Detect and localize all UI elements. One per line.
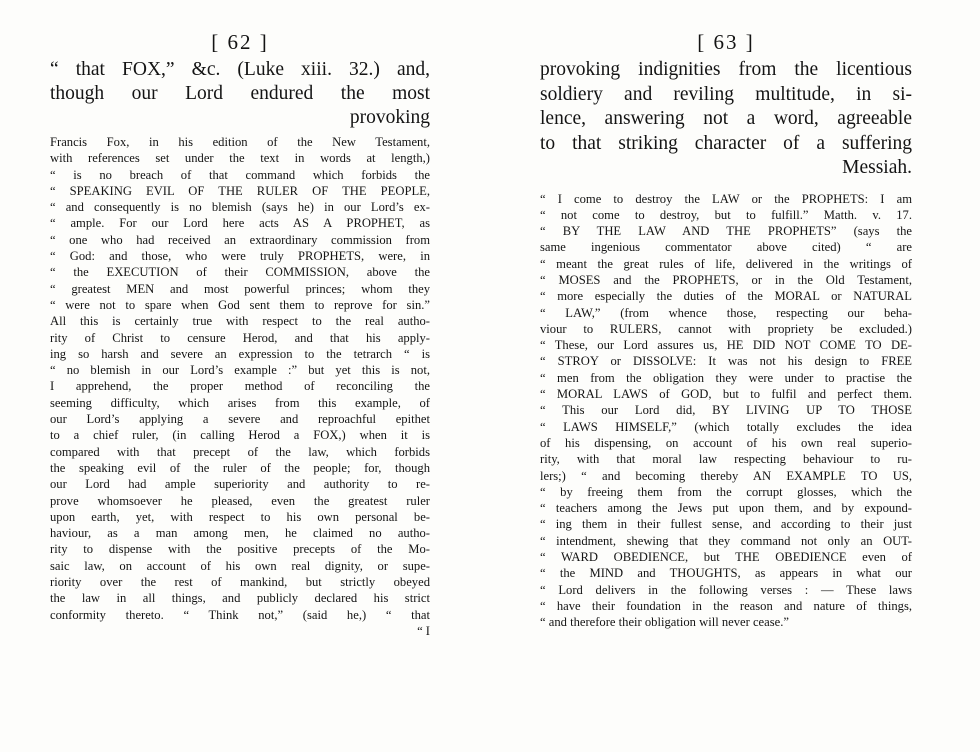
- note-line: conformity thereto. “ Think not,” (said he,) “ that: [50, 607, 430, 622]
- note-line: our Lord had ample superiority and authority to re-: [50, 477, 430, 492]
- right-page-number: [ 63 ]: [697, 30, 755, 54]
- note-line: rity of Christ to censure Herod, and that his apply-: [50, 330, 430, 345]
- note-line: “ SPEAKING EVIL OF THE RULER OF THE PEOPLE,: [50, 183, 430, 198]
- note-line: “ This our Lord did, BY LIVING UP TO THOSE: [540, 403, 912, 418]
- note-line: riority over the rest of mankind, but strictly obeyed: [50, 575, 430, 590]
- note-line: rity, with that moral law respecting behaviour to ru-: [540, 452, 912, 467]
- note-line: “ LAWS HIMSELF,” (which totally excludes the idea: [540, 419, 912, 434]
- note-line: our Lord’s applying a severe and reproachful epithet: [50, 412, 430, 427]
- right-page: [540, 0, 912, 752]
- note-line: I apprehend, the proper method of reconciling the: [50, 379, 430, 394]
- note-line: “ WARD OBEDIENCE, but THE OBEDIENCE even of: [540, 550, 912, 565]
- note-line: “ greatest MEN and most powerful princes; whom they: [50, 281, 430, 296]
- note-line: rity to dispense with the positive precepts of the Mo-: [50, 542, 430, 557]
- note-line: compared with that precept of the law, which forbids: [50, 444, 430, 459]
- main-line: though our Lord endured the most: [50, 83, 430, 104]
- note-line: “ I come to destroy the LAW or the PROPHETS: I am: [540, 191, 912, 206]
- main-line: soldiery and reviling multitude, in si-: [540, 83, 912, 105]
- note-line: “ God: and those, who were truly PROPHETS, were, in: [50, 249, 430, 264]
- note-line: saic law, on account of his own real dignity, or supe-: [50, 558, 430, 573]
- note-line: haviour, as a man among men, he claimed no autho-: [50, 526, 430, 541]
- note-line: to a chief ruler, (in calling Herod a FOX,) when it is: [50, 428, 430, 443]
- note-line: “ is no breach of that command which forbids the: [50, 167, 430, 182]
- right-footnote: [540, 191, 912, 631]
- main-line: Messiah.: [842, 157, 912, 178]
- note-line: ing so harsh and severe an expression to the tetrarch “ is: [50, 346, 430, 361]
- note-line: “ the MIND and THOUGHTS, as appears in what our: [540, 566, 912, 581]
- note-line: “ no blemish in our Lord’s example :” but yet this is not,: [50, 363, 430, 378]
- note-line: viour to RULERS, cannot with propriety be excluded.): [540, 321, 912, 336]
- note-line: “ meant the great rules of life, delivered in the writings of: [540, 256, 912, 271]
- note-line: “ STROY or DISSOLVE: It was not his design to FREE: [540, 354, 912, 369]
- note-line: of his dispensing, on account of his own real superio-: [540, 435, 912, 450]
- note-line: “ and therefore their obligation will never cease.”: [540, 615, 789, 630]
- note-line: “ teachers among the Jews put upon them, and by expound-: [540, 501, 912, 516]
- note-line: “ MORAL LAWS of GOD, but to fulfil and perfect them.: [540, 387, 912, 402]
- left-main-text: [50, 58, 430, 130]
- note-line: lers;) “ and becoming thereby AN EXAMPLE TO US,: [540, 468, 912, 483]
- main-line: provoking indignities from the licentious: [540, 59, 912, 80]
- catchword: provoking: [349, 107, 430, 128]
- note-line: “ ample. For our Lord here acts AS A PROPHET, as: [50, 216, 430, 231]
- note-line: “ men from the obligation they were under to practise the: [540, 370, 912, 385]
- note-line: “ Lord delivers in the following verses : — These laws: [540, 582, 912, 597]
- main-line: to that striking character of a suffering: [540, 132, 912, 154]
- note-line: “ were not to spare when God sent them to reprove for sin.”: [50, 297, 430, 312]
- note-line: the law in all things, and publicly declared his strict: [50, 591, 430, 606]
- note-line: upon earth, yet, with respect to his own personal be-: [50, 509, 430, 524]
- main-line: “ that FOX,” &c. (Luke xiii. 32.) and,: [50, 59, 430, 80]
- note-line: “ LAW,” (from whence those, respecting our beha-: [540, 305, 912, 320]
- note-line: “ not come to destroy, but to fulfill.” Matth. v. 17.: [540, 207, 912, 222]
- note-line: seeming difficulty, which arises from this example, of: [50, 395, 430, 410]
- note-line: “ MOSES and the PROPHETS, or in the Old Testament,: [540, 272, 912, 287]
- note-line: Francis Fox, in his edition of the New Testament,: [50, 135, 430, 149]
- note-line: “ BY THE LAW AND THE PROPHETS” (says the: [540, 224, 912, 239]
- note-line: prove whomsoever he pleased, even the greatest ruler: [50, 493, 430, 508]
- note-line: All this is certainly true with respect to the real autho-: [50, 314, 430, 329]
- note-line: “ by freeing them from the corrupt glosses, which the: [540, 484, 912, 499]
- note-line: “ ing them in their fullest sense, and according to their just: [540, 517, 912, 532]
- note-line: “ the EXECUTION of their COMMISSION, above the: [50, 265, 430, 280]
- left-page-number: [ 62 ]: [211, 30, 269, 54]
- note-line: with references set under the text in words at length,): [50, 151, 430, 166]
- note-line: “ one who had received an extraordinary commission from: [50, 232, 430, 247]
- main-line: lence, answering not a word, agreeable: [540, 108, 912, 129]
- note-line: “ and consequently is no blemish (says he) in our Lord’s ex-: [50, 200, 430, 215]
- note-line: same ingenious commentator above cited) “ are: [540, 240, 912, 255]
- note-line: “ more especially the duties of the MORAL or NATURAL: [540, 289, 912, 304]
- left-page: [50, 0, 430, 752]
- note-line: “ have their foundation in the reason and nature of things,: [540, 598, 912, 613]
- note-line: “ intendment, shewing that they command not only an OUT-: [540, 533, 912, 548]
- right-main-text: [540, 58, 912, 181]
- note-line: the speaking evil of the ruler of the people; for, though: [50, 460, 430, 475]
- note-catchword: “ I: [417, 623, 430, 638]
- note-line: “ These, our Lord assures us, HE DID NOT COME TO DE-: [540, 338, 912, 353]
- left-footnote: [50, 134, 430, 639]
